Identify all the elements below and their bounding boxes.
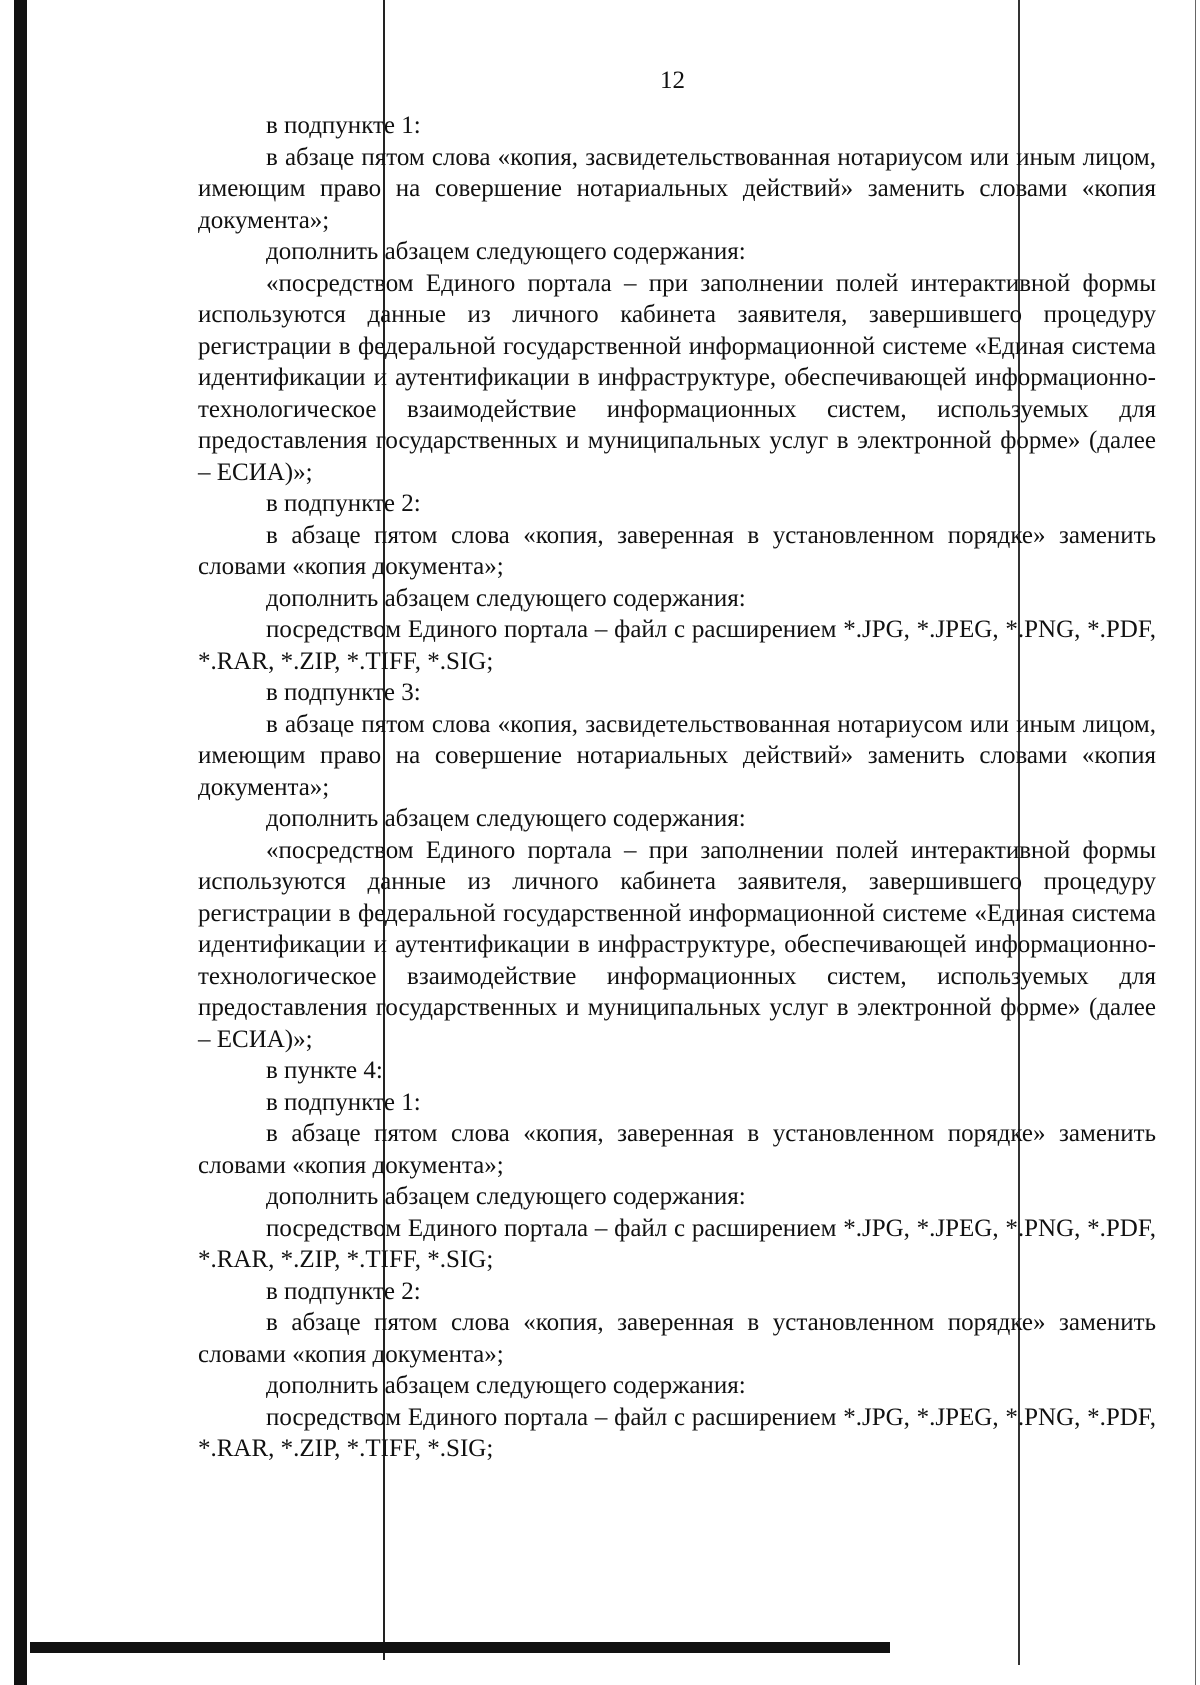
paragraph: в подпункте 2:	[266, 490, 421, 517]
paragraph: дополнить абзацем следующего содержания:	[266, 1372, 746, 1399]
paragraph: посредством Единого портала – файл с расширением *.JPG, *.JPEG, *.PNG, *.PDF, *.RAR, *.ZIP, *.TIFF, *.SIG;	[198, 1214, 1156, 1273]
paragraph: в абзаце пятом слова «копия, заверенная в установленном порядке» заменить словами «копия документа»;	[198, 1120, 1156, 1179]
paragraph: в абзаце пятом слова «копия, заверенная в установленном порядке» заменить словами «копия документа»;	[198, 1309, 1156, 1368]
paragraph: в пункте 4:	[266, 1057, 383, 1084]
paragraph: в подпункте 2:	[266, 1277, 421, 1305]
paragraph: дополнить абзацем следующего содержания:	[266, 805, 746, 832]
scan-bottom-edge	[30, 1642, 890, 1653]
paragraph: дополнить абзацем следующего содержания:	[266, 584, 746, 612]
paragraph: посредством Единого портала – файл с расширением *.JPG, *.JPEG, *.PNG, *.PDF, *.RAR, *.ZIP, *.TIFF, *.SIG;	[198, 616, 1156, 675]
paragraph: в подпункте 1:	[266, 1088, 421, 1116]
scan-edge-line	[1195, 0, 1196, 1685]
paragraph: в абзаце пятом слова «копия, засвидетельствованная нотариусом или иным лицом, имеющим право на совершение нотариальных действий» заменить словами «копия документа»;	[198, 710, 1156, 801]
paragraph: в подпункте 1:	[266, 112, 421, 139]
document-body	[198, 110, 1156, 1465]
paragraph: в подпункте 3:	[266, 679, 421, 706]
paragraph: дополнить абзацем следующего содержания:	[266, 1183, 746, 1210]
paragraph: в абзаце пятом слова «копия, заверенная в установленном порядке» заменить словами «копия документа»;	[198, 521, 1156, 580]
paragraph: дополнить абзацем следующего содержания:	[266, 238, 746, 265]
paragraph: «посредством Единого портала – при заполнении полей интерактивной формы используются данные из личного кабинета заявителя, завершившего процедуру регистрации в федеральной государственной информационной системе «Единая система идентификации и аутентификации в инфраструктуре, обеспечивающей информационно-технологическое взаимодействие информационных систем, используемых для предоставления государственных и муниципальных услуг в электронной форме» (далее – ЕСИА)»;	[198, 269, 1156, 486]
scan-left-edge	[14, 0, 27, 1685]
page-number: 12	[660, 67, 685, 94]
paragraph: посредством Единого портала – файл с расширением *.JPG, *.JPEG, *.PNG, *.PDF, *.RAR, *.ZIP, *.TIFF, *.SIG;	[198, 1403, 1156, 1462]
paragraph: «посредством Единого портала – при заполнении полей интерактивной формы используются данные из личного кабинета заявителя, завершившего процедуру регистрации в федеральной государственной информационной системе «Единая система идентификации и аутентификации в инфраструктуре, обеспечивающей информационно-технологическое взаимодействие информационных систем, используемых для предоставления государственных и муниципальных услуг в электронной форме» (далее – ЕСИА)»;	[198, 836, 1156, 1053]
paragraph: в абзаце пятом слова «копия, засвидетельствованная нотариусом или иным лицом, имеющим право на совершение нотариальных действий» заменить словами «копия документа»;	[198, 143, 1156, 234]
